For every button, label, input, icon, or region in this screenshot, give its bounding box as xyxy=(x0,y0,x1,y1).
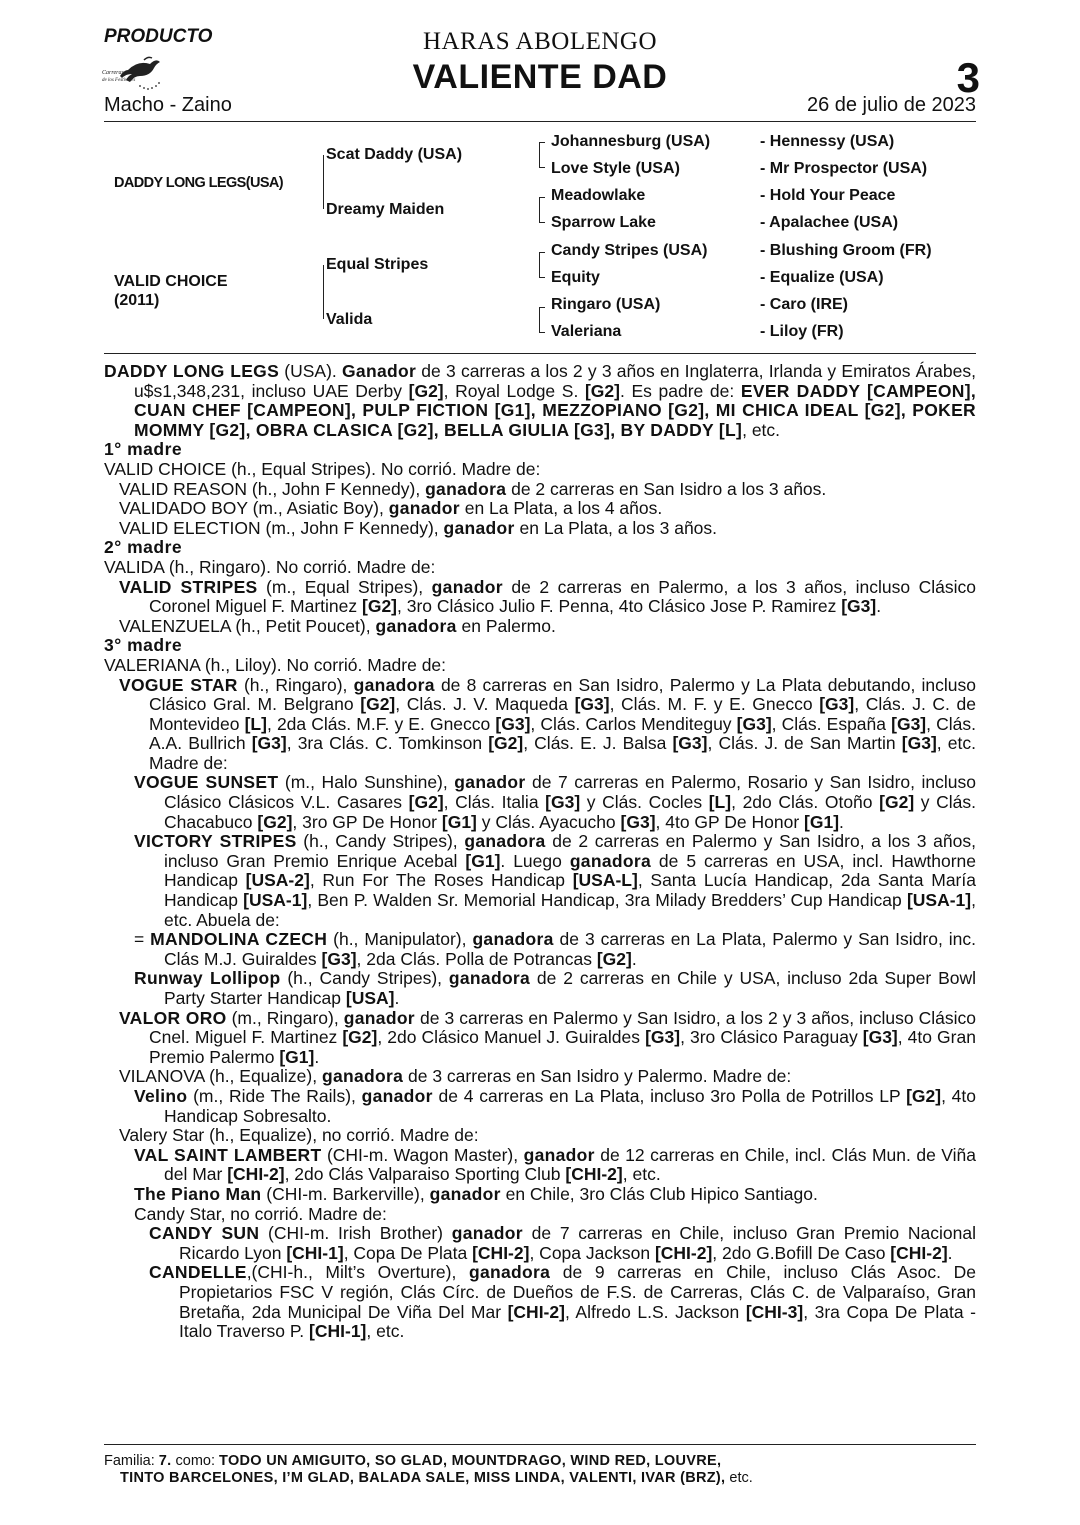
product-label: PRODUCTO xyxy=(104,26,213,47)
pedigree-gen3: Johannesburg (USA) xyxy=(551,133,711,150)
pedigree-divider xyxy=(104,353,976,354)
pedigree-gen3: Candy Stripes (USA) xyxy=(551,242,708,259)
family-label: Familia: xyxy=(104,1453,159,1469)
pedigree-gen2: Scat Daddy (USA) xyxy=(326,146,463,163)
produce-entry: VALID STRIPES (m., Equal Stripes), ganador de 2 carreras en Palermo, a los 3 años, incluso Clásico Coronel Miguel F. Martinez [G2], 3ro Clásico Julio F. Penna, 4to Clásico Jose P. Ramirez [G3]. xyxy=(119,576,976,617)
bracket xyxy=(323,265,324,319)
pedigree-gen2: Equal Stripes xyxy=(326,256,429,273)
pedigree-gen4: - Liloy (FR) xyxy=(760,323,844,340)
pedigree-gen4: - Hennessy (USA) xyxy=(760,133,895,150)
section-madre-3: 3° madre xyxy=(104,635,183,656)
produce-entry: VICTORY STRIPES (h., Candy Stripes), ganadora de 2 carreras en Palermo y San Isidro, a los 3 años, incluso Gran Premio Enrique Acebal [G1]. Luego ganadora de 5 carreras en USA, incl. Hawthorne Handicap [USA-2], Run For The Roses Handicap [USA-L], Santa Lucía Handicap, 2da Santa María Handicap [USA-1], Ben P. Walden Sr. Memorial Handicap, 3ra Milady Bredders’ Cup Handicap [USA-1], etc. Abuela de: xyxy=(134,831,977,930)
produce-entry: VILANOVA (h., Equalize), ganadora de 3 carreras en San Isidro y Palermo. Madre de: xyxy=(119,1066,792,1087)
family-members: TODO UN AMIGUITO, SO GLAD, MOUNTDRAGO, WIND RED, LOUVRE, xyxy=(219,1453,722,1469)
produce-entry: CANDELLE,(CHI-h., Milt’s Overture), ganadora de 9 carreras en Chile, incluso Clás Asoc. De Propietarios FSC V región, Clás Círc. de Dueños de F.S. de Carreras, Clás C. de Valparaíso, Gran Bretaña, 2da Municipal De Viña Del Mar [CHI-2], Alfredo L.S. Jackson [CHI-3], 3ra Copa De Plata - Italo Traverso P. [CHI-1], etc. xyxy=(149,1262,977,1342)
pedigree-dam: VALID CHOICE xyxy=(114,273,228,290)
produce-entry: VOGUE STAR (h., Ringaro), ganadora de 8 carreras en San Isidro, Palermo y La Plata debutando, incluso Clásico Gral. M. Belgrano [G2], Clás. J. V. Maqueda [G3], Clás. M. F. y E. Gnecco [G3], Clás. J. C. de Montevideo [L], 2da Clás. M.F. y E. Gnecco [G3], Clás. Carlos Menditeguy [G3], Clás. España [G3], Clás. A.A. Bullrich [G3], 3ra Clás. C. Tomkinson [G2], Clás. E. J. Balsa [G3], Clás. J. de San Martin [G3], etc. Madre de: xyxy=(119,674,976,773)
section-madre-1: 1° madre xyxy=(104,439,183,460)
bracket xyxy=(539,307,545,333)
produce-entry: VALOR ORO (m., Ringaro), ganador de 3 carreras en Palermo y San Isidro, a los 2 y 3 años, incluso Clásico Cnel. Miguel F. Martinez [G2], 2do Clásico Manuel J. Guiraldes [G3], 3ro Clásico Paraguay [G3], 4to Gran Premio Palermo [G1]. xyxy=(119,1007,976,1067)
produce-entry: The Piano Man (CHI-m. Barkerville), ganador en Chile, 3ro Clás Club Hipico Santiago. xyxy=(134,1183,818,1204)
breeder-name: HARAS ABOLENGO xyxy=(422,28,658,55)
footer-divider xyxy=(104,1444,976,1445)
sire-paragraph: DADDY LONG LEGS (USA). Ganador de 3 carreras a los 2 y 3 años en Inglaterra, Irlanda y Emiratos Árabes, u$s1,348,231, incluso UAE Derby [G2], Royal Lodge S. [G2]. Es padre de: EVER DADDY [CAMPEON], CUAN CHEF [CAMPEON], PULP FICTION [G1], MEZZOPIANO [G2], MI CHICA IDEAL [G2], POKER MOMMY [G2], OBRA CLASICA [G2], BELLA GIULIA [G3], BY DADDY [L], etc. xyxy=(104,361,976,440)
dam-paragraph: VALERIANA (h., Liloy). No corrió. Madre de: xyxy=(104,654,447,675)
produce-entry: CANDY SUN (CHI-m. Irish Brother) ganador de 7 carreras en Chile, incluso Gran Premio Nacional Ricardo Lyon [CHI-1], Copa De Plata [CHI-2], Copa Jackson [CHI-2], 2do G.Bofill De Caso [CHI-2]. xyxy=(149,1223,976,1263)
horse-name: VALIENTE DAD xyxy=(412,58,668,96)
dam-paragraph: VALID CHOICE (h., Equal Stripes). No corrió. Madre de: xyxy=(104,458,541,479)
produce-entry: VAL SAINT LAMBERT (CHI-m. Wagon Master), ganador de 12 carreras en Chile, incl. Clás Mun. de Viña del Mar [CHI-2], 2do Clás Valparaiso Sporting Club [CHI-2], etc. xyxy=(134,1144,976,1185)
produce-entry: Candy Star, no corrió. Madre de: xyxy=(134,1203,387,1224)
header-divider xyxy=(104,121,976,122)
dam-paragraph: VALIDA (h., Ringaro). No corrió. Madre de: xyxy=(104,556,436,577)
pedigree-gen2: Dreamy Maiden xyxy=(326,201,445,218)
pedigree-gen3: Equity xyxy=(551,269,600,286)
bracket xyxy=(323,155,324,209)
family-number: 7. xyxy=(158,1453,172,1469)
produce-entry: Runway Lollipop (h., Candy Stripes), ganadora de 2 carreras en Chile y USA, incluso 2da Super Bowl Party Starter Handicap [USA]. xyxy=(134,968,976,1008)
pedigree-gen3: Sparrow Lake xyxy=(551,214,656,231)
pedigree-gen4: - Mr Prospector (USA) xyxy=(760,160,928,177)
family-members: TINTO BARCELONES, I’M GLAD, BALADA SALE, MISS LINDA, VALENTI, IVAR (BRZ), xyxy=(120,1470,726,1486)
svg-text:de los Festivales: de los Festivales xyxy=(102,78,136,83)
pedigree-gen3: Ringaro (USA) xyxy=(551,296,661,313)
bracket xyxy=(539,252,545,278)
produce-entry: VOGUE SUNSET (m., Halo Sunshine), ganador de 7 carreras en Palermo, Rosario y San Isidro, incluso Clásico Clásicos V.L. Casares [G2], Clás. Italia [G3] y Clás. Cocles [L], 2do Clás. Otoño [G2] y Clás. Chacabuco [G2], 3ro GP De Honor [G1] y Clás. Ayacucho [G3], 4to GP De Honor [G1]. xyxy=(134,772,977,832)
pedigree-gen4: - Apalachee (USA) xyxy=(760,214,899,231)
produce-entry: VALIDADO BOY (m., Asiatic Boy), ganador en La Plata, a los 4 años. xyxy=(119,498,663,519)
produce-entry: Valery Star (h., Equalize), no corrió. Madre de: xyxy=(119,1125,479,1146)
pedigree-gen4: - Blushing Groom (FR) xyxy=(760,242,932,259)
bracket xyxy=(539,142,545,168)
pedigree-gen4: - Equalize (USA) xyxy=(760,269,884,286)
pedigree-dam-year: (2011) xyxy=(114,292,160,309)
pedigree-gen3: Love Style (USA) xyxy=(551,160,680,177)
pedigree-gen4: - Caro (IRE) xyxy=(760,296,848,313)
sex-color: Macho - Zaino xyxy=(104,94,232,116)
pedigree-gen4: - Hold Your Peace xyxy=(760,187,896,204)
family-footer: Familia: 7. como: TODO UN AMIGUITO, SO GLAD, MOUNTDRAGO, WIND RED, LOUVRE, TINTO BARCELONES, I’M GLAD, BALADA SALE, MISS LINDA, VALENTI, IVAR (BRZ), etc. xyxy=(104,1453,753,1486)
produce-record xyxy=(104,362,976,1342)
produce-entry: Velino (m., Ride The Rails), ganador de 4 carreras en La Plata, incluso 3ro Polla de Potrillos LP [G2], 4to Handicap Sobresalto. xyxy=(134,1085,977,1126)
produce-entry: VALENZUELA (h., Petit Poucet), ganadora en Palermo. xyxy=(119,615,556,636)
produce-entry: = MANDOLINA CZECH (h., Manipulator), ganadora de 3 carreras en La Plata, Palermo y San Isidro, inc. Clás M.J. Guiraldes [G3], 2da Clás. Polla de Potrancas [G2]. xyxy=(134,929,977,969)
bracket xyxy=(539,197,545,223)
produce-entry: VALID ELECTION (m., John F Kennedy), ganador en La Plata, a los 3 años. xyxy=(119,517,718,538)
pedigree-sire: DADDY LONG LEGS(USA) xyxy=(114,175,283,191)
svg-text:Carreras: Carreras xyxy=(102,70,124,76)
lot-number: 3 xyxy=(956,54,980,101)
catalog-date: 26 de julio de 2023 xyxy=(806,94,976,116)
section-madre-2: 2° madre xyxy=(104,537,183,558)
pedigree-gen2: Valida xyxy=(326,311,373,328)
pedigree-gen3: Meadowlake xyxy=(551,187,646,204)
pedigree-gen3: Valeriana xyxy=(551,323,622,340)
produce-entry: VALID REASON (h., John F Kennedy), ganadora de 2 carreras en San Isidro a los 3 años. xyxy=(119,478,827,499)
